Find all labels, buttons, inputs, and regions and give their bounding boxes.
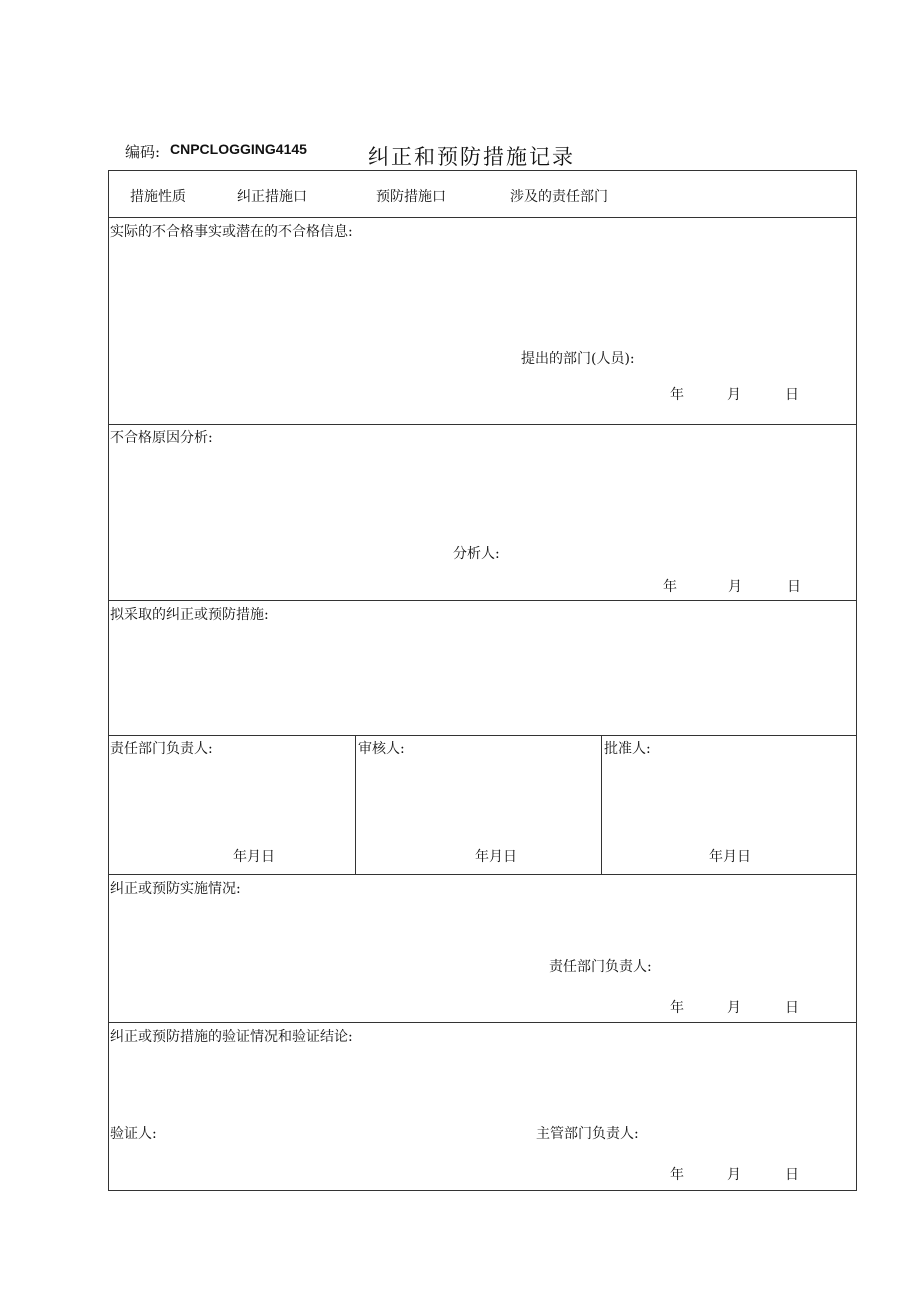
implementation-date-year: 年 bbox=[670, 1000, 684, 1016]
measure-nature-label: 措施性质 bbox=[130, 189, 186, 205]
verifier-label: 验证人: bbox=[110, 1126, 157, 1142]
implementation-label: 纠正或预防实施情况: bbox=[110, 881, 241, 897]
implementation-responsible-label: 责任部门负责人: bbox=[549, 959, 652, 975]
code-value: CNPCLOGGING4145 bbox=[170, 141, 307, 157]
divider-approval-col-1 bbox=[355, 735, 356, 874]
preventive-measure-checkbox[interactable]: 预防措施口 bbox=[376, 189, 446, 205]
form-table bbox=[108, 170, 857, 1191]
cause-date-day: 日 bbox=[787, 579, 801, 595]
divider-measures bbox=[109, 735, 856, 736]
implementation-date-day: 日 bbox=[785, 1000, 799, 1016]
approver-label: 批准人: bbox=[604, 741, 651, 757]
approver-date: 年月日 bbox=[709, 849, 751, 865]
planned-measures-label: 拟采取的纠正或预防措施: bbox=[110, 607, 269, 623]
corrective-measure-checkbox[interactable]: 纠正措施口 bbox=[237, 189, 307, 205]
facts-date-day: 日 bbox=[785, 387, 799, 403]
divider-cause bbox=[109, 600, 856, 601]
reviewer-label: 审核人: bbox=[358, 741, 405, 757]
verification-date-day: 日 bbox=[785, 1167, 799, 1183]
verification-date-month: 月 bbox=[727, 1167, 741, 1183]
responsible-head-date: 年月日 bbox=[233, 849, 275, 865]
cause-date-month: 月 bbox=[728, 579, 742, 595]
supervising-head-label: 主管部门负责人: bbox=[536, 1126, 639, 1142]
divider-approval-col-2 bbox=[601, 735, 602, 874]
cause-date-year: 年 bbox=[663, 579, 677, 595]
implementation-date-month: 月 bbox=[727, 1000, 741, 1016]
reviewer-date: 年月日 bbox=[475, 849, 517, 865]
divider-type-row bbox=[109, 217, 856, 218]
proposer-label: 提出的部门(人员): bbox=[521, 351, 635, 367]
analyst-label: 分析人: bbox=[453, 546, 500, 562]
verification-label: 纠正或预防措施的验证情况和验证结论: bbox=[110, 1029, 353, 1045]
facts-date-year: 年 bbox=[670, 387, 684, 403]
cause-analysis-label: 不合格原因分析: bbox=[110, 430, 213, 446]
code-label: 编码: bbox=[125, 143, 161, 161]
divider-implementation bbox=[109, 1022, 856, 1023]
verification-date-year: 年 bbox=[670, 1167, 684, 1183]
responsible-head-label: 责任部门负责人: bbox=[110, 741, 213, 757]
divider-approval bbox=[109, 874, 856, 875]
form-title: 纠正和预防措施记录 bbox=[368, 145, 575, 169]
divider-facts bbox=[109, 424, 856, 425]
facts-date-month: 月 bbox=[727, 387, 741, 403]
responsible-departments-label: 涉及的责任部门 bbox=[510, 189, 608, 205]
nonconformity-facts-label: 实际的不合格事实或潜在的不合格信息: bbox=[110, 224, 353, 240]
